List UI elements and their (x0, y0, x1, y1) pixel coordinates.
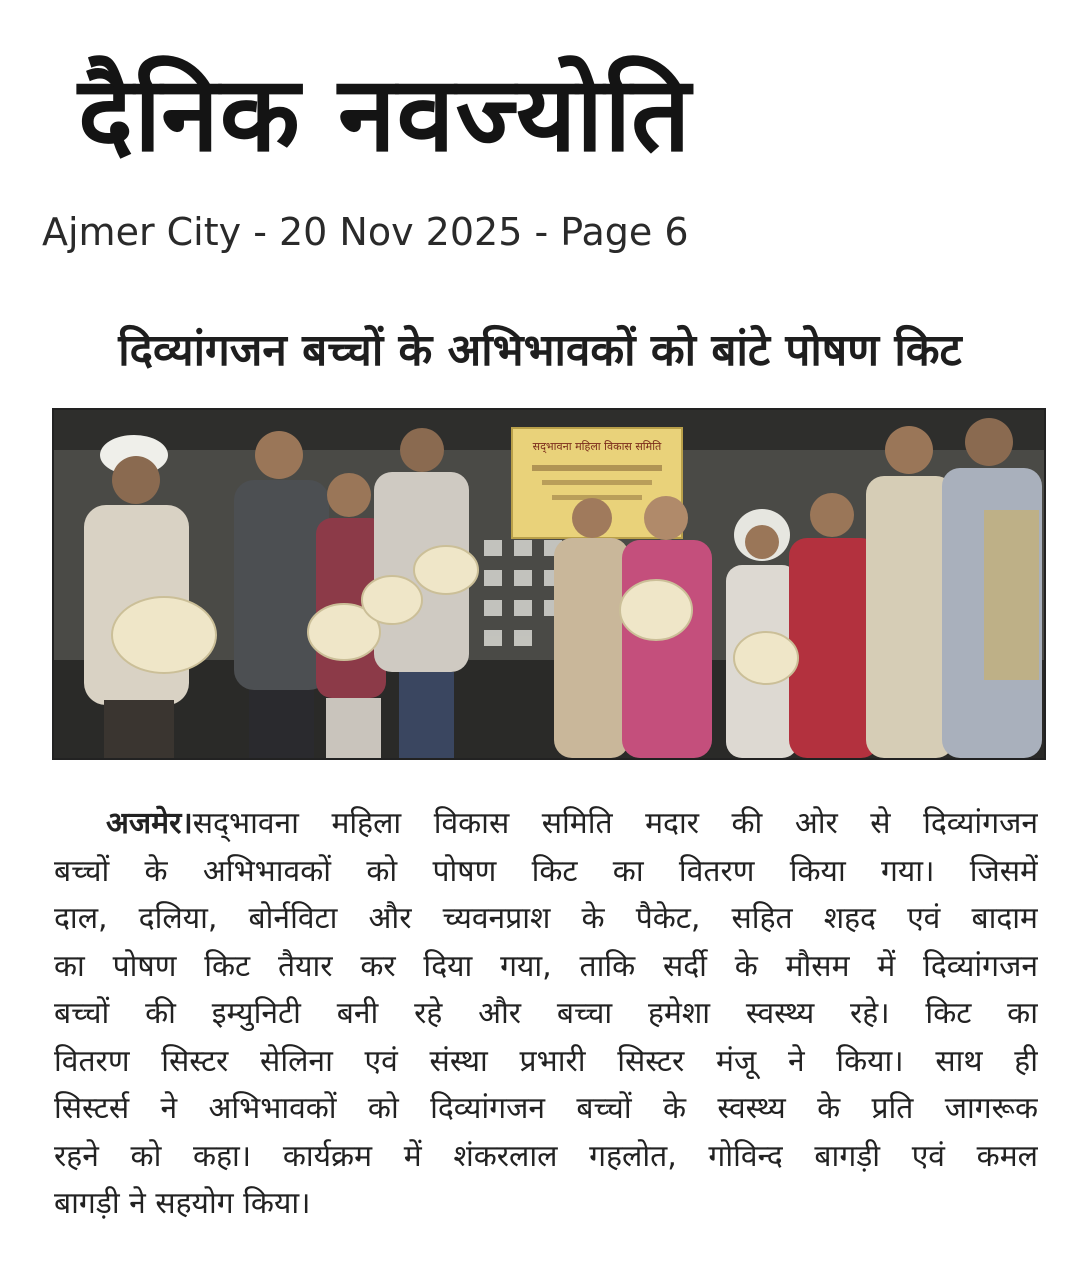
article-body (54, 800, 1038, 1228)
article-text: सद्‌भावना महिला विकास समिति मदार की ओर से दिव्यांगजन (192, 806, 1038, 841)
article-line-8: रहने को कहा। कार्यक्रम में शंकरलाल गहलोत, गोविन्द बागड़ी एवं कमल (54, 1138, 1038, 1174)
article-line-1 (54, 800, 1038, 848)
article-headline: दिव्यांगजन बच्चों के अभिभावकों को बांटे पोषण किट (118, 325, 962, 376)
article-line-9: बागड़ी ने सहयोग किया। (54, 1186, 311, 1221)
article-line-5: बच्चों की इम्युनिटी बनी रहे और बच्चा हमेशा स्वस्थ्य रहे। किट का (54, 996, 1038, 1031)
article-dateline: अजमेर। (106, 806, 193, 841)
article-line-3: दाल, दलिया, बोर्नविटा और च्यवनप्राश के पैकेट, सहित शहद एवं बादाम (54, 901, 1038, 936)
news-photo-illustration (54, 410, 1044, 758)
article-line-7: सिस्टर्स ने अभिभावकों को दिव्यांगजन बच्चों के स्वस्थ्य के प्रति जागरूक (54, 1091, 1038, 1126)
edition-info: Ajmer City - 20 Nov 2025 - Page 6 (42, 210, 689, 254)
newspaper-masthead: दैनिक नवज्योति (78, 52, 692, 175)
article-line-4: का पोषण किट तैयार कर दिया गया, ताकि सर्दी के मौसम में दिव्यांगजन (54, 948, 1038, 984)
article-line-6: वितरण सिस्टर सेलिना एवं संस्था प्रभारी सिस्टर मंजू ने किया। साथ ही (54, 1043, 1038, 1079)
news-photo (52, 408, 1046, 760)
banner-text: सद्‌भावना महिला विकास समिति (532, 440, 662, 453)
article-line-2: बच्चों के अभिभावकों को पोषण किट का वितरण किया गया। जिसमें (54, 853, 1038, 889)
